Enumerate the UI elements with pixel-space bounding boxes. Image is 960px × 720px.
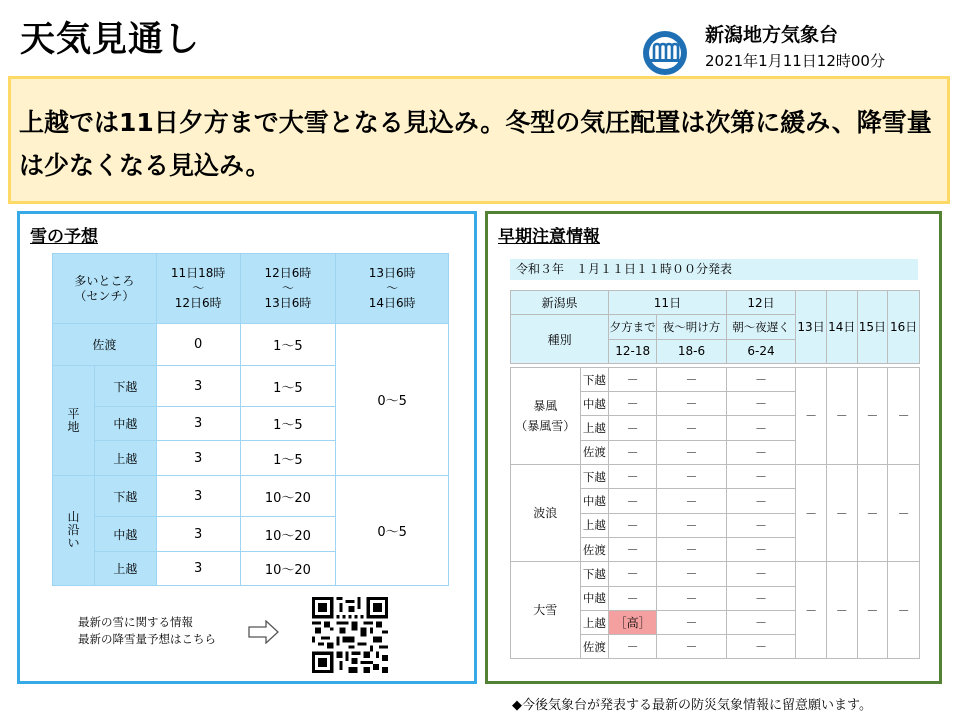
region-header: 新潟県 [511,291,609,315]
agency-name: 新潟地方気象台 [705,24,839,46]
page-title: 天気見通し [20,20,201,60]
sado-label: 佐渡 [53,324,157,366]
corner-header: 多いところ （センチ） [53,254,157,324]
snow-forecast-panel [17,211,477,684]
slot-time-1: 12-18 [609,339,657,363]
mountain-area-chuetsu: 中越 [94,517,156,552]
early-warning-panel [485,211,942,684]
period-header-3: 13日6時 ～ 14日6時 [336,254,449,324]
headline-box [8,76,950,204]
mountain-area-joetsu: 上越 [94,552,156,586]
mountain-label: 山沿い [53,476,95,586]
mountain-p3: 0～5 [336,476,449,586]
mountain-area-kaetsu: 下越 [94,476,156,517]
plain-area-chuetsu: 中越 [94,407,156,441]
sado-p2: 1～5 [240,324,336,366]
plain-p3: 0～5 [336,324,449,476]
day13-header: 13日 [796,291,827,364]
day11-header: 11日 [609,291,727,315]
plain-area-kaetsu: 下越 [94,366,156,407]
snow-info-link-text[interactable]: 最新の雪に関する情報 最新の降雪量予想はこちら [78,615,216,646]
headline-text: 上越では11日夕方まで大雪となる見込み。冬型の気圧配置は次第に緩み、降雪量は少なくなる見込み。 [19,108,932,180]
slot-name-2: 夜～明け方 [657,315,727,339]
plain-area-joetsu: 上越 [94,441,156,476]
category-heavy-snow: 大雪 [511,562,581,659]
period-header-1: 11日18時 ～ 12日6時 [156,254,240,324]
type-header: 種別 [511,315,609,364]
jma-logo-icon [642,30,688,76]
period-header-2: 12日6時 ～ 13日6時 [240,254,336,324]
footnote: ◆今後気象台が発表する最新の防災気象情報に留意願います。 [512,698,872,713]
day14-header: 14日 [826,291,857,364]
snow-forecast-table: 多いところ （センチ） 11日18時 ～ 12日6時 12日6時 ～ 13日6時 13日6時 ～ 14日6時 佐渡 0 1～5 0～5 平地 下越 3 1～5 中越 3 1～5 上越 3 1～5 山沿い 下越 3 10～20 0～5 中越 3 10～20 上越 3 10～20 [52,253,449,586]
early-warning-table: 新潟県 11日 12日 13日 14日 15日 16日 種別 夕方まで 夜～明け方 朝～夜遅く 12-18 18-6 6-24 暴風 （暴風雪） 下越 － － － － － － － 中越 － － － 上越 － － － 佐渡 － － － 波浪 下越 － － － － － － － 中越 － － － 上越 － － － 佐渡 － － － 大雪 下越 － － － － － － － 中越 － － － 上越 ［高］ － － 佐渡 － － － [510,290,920,659]
day15-header: 15日 [857,291,888,364]
slot-time-2: 18-6 [657,339,727,363]
slot-time-3: 6-24 [726,339,796,363]
qr-code-icon[interactable] [312,597,388,673]
day12-header: 12日 [726,291,796,315]
arrow-right-icon [248,620,280,644]
joetsu-heavy-snow-high: ［高］ [609,610,657,634]
warning-panel-title: 早期注意情報 [498,227,600,247]
category-waves: 波浪 [511,465,581,562]
category-storm: 暴風 （暴風雪） [511,367,581,464]
issued-time: 2021年1月11日12時00分 [705,52,885,70]
slot-name-1: 夕方まで [609,315,657,339]
plain-label: 平地 [53,366,95,476]
slot-name-3: 朝～夜遅く [726,315,796,339]
day16-header: 16日 [888,291,920,364]
warning-announce: 令和３年 １月１１日１１時００分発表 [510,259,918,280]
snow-panel-title: 雪の予想 [30,227,98,247]
sado-p1: 0 [156,324,240,366]
